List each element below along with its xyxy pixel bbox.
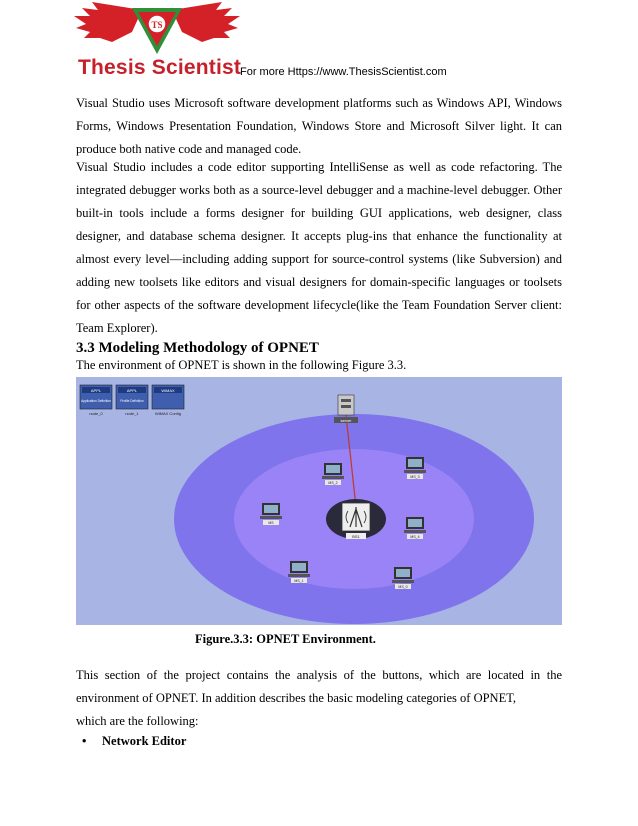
base-station-node — [326, 499, 386, 539]
paragraph-following: which are the following: — [76, 714, 199, 728]
figure-intro: The environment of OPNET is shown in the following Figure 3.3. — [76, 358, 407, 372]
node-label: WiMAX Config — [154, 411, 182, 416]
mobile-station — [404, 457, 426, 479]
bullet-label: Network Editor — [102, 734, 187, 748]
paragraph-visual-studio-features: Visual Studio includes a code editor supporting IntelliSense as well as code refactoring. The integrated debugger works both as a source-level debugger and a machine-level debugger. Other built-in tools include a forms designer for building GUI applications, web designer, class designer, and database schema designer. It accepts plug-ins that enhance the functionality at almost every level—including adding support for source-control systems (like Subversion) and adding new toolsets like editors and visual designers for domain-specific languages or toolsets for other aspects of the software development lifecycle(like the Team Foundation Server client: Team Explorer). — [76, 160, 562, 335]
node-label: Application Definition — [81, 399, 111, 403]
brand-name: Thesis Scientist — [78, 56, 242, 79]
mobile-station — [322, 463, 344, 485]
header-link[interactable]: For more Https://www.ThesisScientist.com — [240, 66, 447, 78]
svg-text:MS_0: MS_0 — [398, 585, 408, 589]
svg-text:MS_4: MS_4 — [410, 535, 420, 539]
svg-text:MS_1: MS_1 — [294, 579, 304, 583]
mobile-station — [392, 567, 414, 589]
paragraph-visual-studio-platforms: Visual Studio uses Microsoft software development platforms such as Windows API, Windows Forms, Windows Presentation Foundation, Windows Store and Microsoft Silver light. It can produce both native code and managed code. — [76, 96, 562, 156]
server-label: server — [340, 418, 352, 423]
mobile-station — [288, 561, 310, 583]
mobile-station — [404, 517, 426, 539]
node-label: Profile Definition — [120, 399, 144, 403]
config-node-wimax — [152, 385, 184, 416]
svg-text:MS_3: MS_3 — [410, 475, 420, 479]
node-tag: APPL — [90, 388, 102, 393]
svg-text:TS: TS — [151, 20, 163, 30]
node-sublabel: node_1 — [125, 411, 139, 416]
figure-caption: Figure.3.3: OPNET Environment. — [195, 632, 376, 646]
svg-text:MS_2: MS_2 — [328, 481, 338, 485]
base-label: BS1 — [352, 534, 360, 539]
section-heading: 3.3 Modeling Methodology of OPNET — [76, 340, 319, 356]
mobile-station — [260, 503, 282, 525]
svg-text:MS: MS — [268, 521, 274, 525]
node-tag: WiMAX — [161, 388, 175, 393]
bullet-dot-icon: • — [82, 734, 87, 748]
node-sublabel: node_0 — [89, 411, 103, 416]
node-tag: APPL — [126, 388, 138, 393]
bullet-network-editor — [82, 734, 186, 749]
paragraph-opnet-analysis: This section of the project contains the analysis of the buttons, which are located in the environment of OPNET. In addition describes the basic modeling categories of OPNET, — [76, 668, 562, 705]
opnet-environment-figure — [76, 377, 562, 625]
